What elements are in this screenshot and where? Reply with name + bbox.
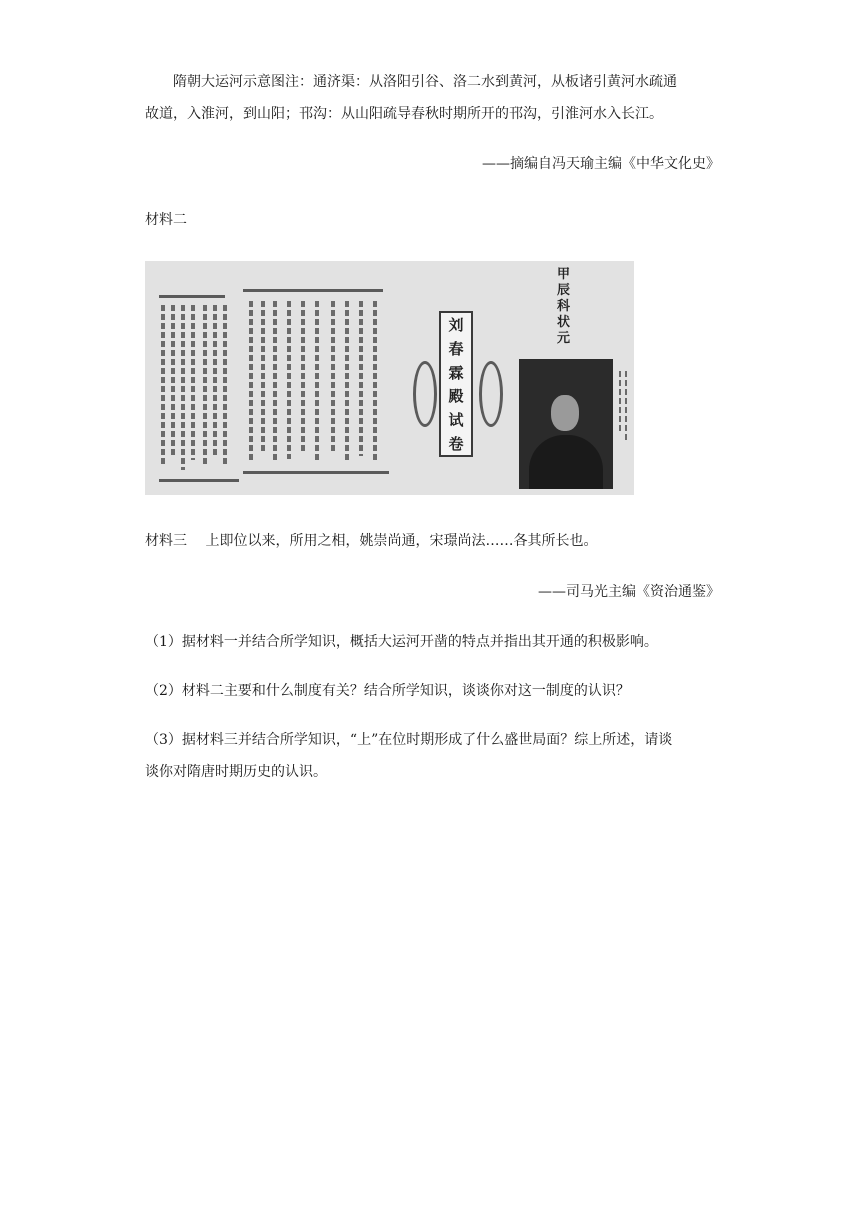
question-3-line1: （3）据材料三并结合所学知识，“上”在位时期形成了什么盛世局面？综上所述，请谈 xyxy=(145,732,673,748)
material1-note-line2: 故道，入淮河，到山阳；邗沟：从山阳疏导春秋时期所开的邗沟，引淮河水入长江。 xyxy=(145,106,663,122)
portrait-caption: 甲 辰 科 状 元 xyxy=(557,267,571,346)
question-3-line2: 谈你对隋唐时期历史的认识。 xyxy=(145,764,327,780)
material2-label: 材料二 xyxy=(145,212,187,228)
material3-text: 材料三 上即位以来，所用之相，姚崇尚通，宋璟尚法……各其所长也。 xyxy=(145,533,598,549)
ornament-left xyxy=(413,361,437,427)
question-1: （1）据材料一并结合所学知识，概括大运河开凿的特点并指出其开通的积极影响。 xyxy=(145,634,658,650)
material1-source: ——摘编自冯天瑜主编《中华文化史》 xyxy=(482,156,720,172)
scholar-portrait xyxy=(519,359,613,489)
material3-source: ——司马光主编《资治通鉴》 xyxy=(538,584,720,600)
question-2: （2）材料二主要和什么制度有关？结合所学知识，谈谈你对这一制度的认识？ xyxy=(145,683,630,699)
material1-note-line1: 隋朝大运河示意图注：通济渠：从洛阳引谷、洛二水到黄河，从板诸引黄河水疏通 xyxy=(145,74,677,90)
exam-cover-title: 刘 春 霖 殿 试 卷 xyxy=(439,311,473,457)
ornament-right xyxy=(479,361,503,427)
exam-paper-photo xyxy=(145,261,634,495)
